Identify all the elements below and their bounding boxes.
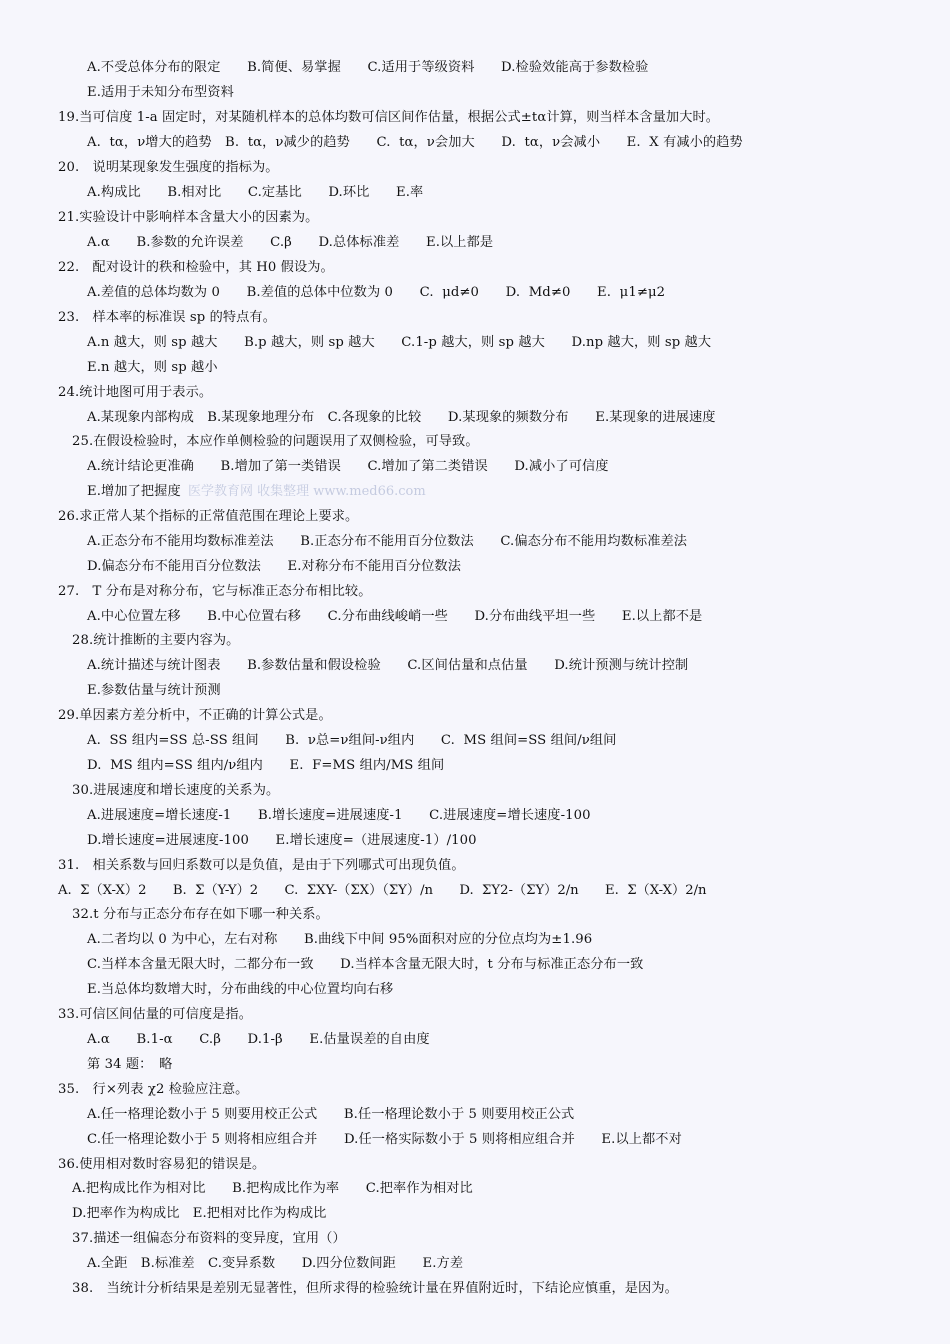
question-line: 37.描述一组偏态分布资料的变异度，宜用（） bbox=[72, 1231, 346, 1246]
question-line: 第 34 题： 略 bbox=[87, 1057, 173, 1072]
option-line: A.差值的总体均数为 0 B.差值的总体中位数为 0 C. μd≠0 D. Md≠0 E. μ1≠μ2 bbox=[87, 285, 666, 300]
watermark-text: 医学教育网 收集整理 www.med66.com bbox=[188, 484, 426, 499]
option-line: A.构成比 B.相对比 C.定基比 D.环比 E.率 bbox=[87, 185, 424, 200]
option-line: D. MS 组内=SS 组内/ν组内 E. F=MS 组内/MS 组间 bbox=[87, 758, 445, 773]
option-line: E.n 越大，则 sp 越小 bbox=[87, 360, 218, 375]
option-line: A.某现象内部构成 B.某现象地理分布 C.各现象的比较 D.某现象的频数分布 E.某现象的进展速度 bbox=[87, 410, 716, 425]
question-line: 30.进展速度和增长速度的关系为。 bbox=[72, 783, 280, 798]
option-line: E.参数估量与统计预测 bbox=[87, 683, 221, 698]
question-line: 31. 相关系数与回归系数可以是负值，是由于下列哪式可出现负值。 bbox=[58, 858, 465, 873]
option-line: E.适用于未知分布型资料 bbox=[87, 85, 234, 100]
option-line: A.任一格理论数小于 5 则要用校正公式 B.任一格理论数小于 5 则要用校正公式 bbox=[87, 1107, 575, 1122]
option-line: E.增加了把握度 bbox=[87, 484, 181, 499]
option-line: A.统计描述与统计图表 B.参数估量和假设检验 C.区间估量和点估量 D.统计预测与统计控制 bbox=[87, 658, 689, 673]
question-line: 33.可信区间估量的可信度是指。 bbox=[58, 1007, 253, 1022]
question-line: 29.单因素方差分析中，不正确的计算公式是。 bbox=[58, 708, 332, 723]
option-line: D.把率作为构成比 E.把相对比作为构成比 bbox=[72, 1206, 327, 1221]
option-line: A.全距 B.标准差 C.变异系数 D.四分位数间距 E.方差 bbox=[87, 1256, 464, 1271]
option-line: A.中心位置左移 B.中心位置右移 C.分布曲线峻峭一些 D.分布曲线平坦一些 E.以上都不是 bbox=[87, 609, 703, 624]
question-line: 21.实验设计中影响样本含量大小的因素为。 bbox=[58, 210, 319, 225]
question-line: 24.统计地图可用于表示。 bbox=[58, 385, 213, 400]
option-line: A.α B.参数的允许误差 C.β D.总体标准差 E.以上都是 bbox=[87, 235, 494, 250]
question-line: 36.使用相对数时容易犯的错误是。 bbox=[58, 1157, 266, 1172]
question-line: 19.当可信度 1-a 固定时，对某随机样本的总体均数可信区间作估量，根据公式±tα计算，则当样本含量加大时。 bbox=[58, 110, 720, 125]
option-line: A.n 越大，则 sp 越大 B.p 越大，则 sp 越大 C.1-p 越大，则 sp 越大 D.np 越大，则 sp 越大 bbox=[87, 335, 712, 350]
option-line: C.当样本含量无限大时，二都分布一致 D.当样本含量无限大时，t 分布与标准正态分布一致 bbox=[87, 957, 644, 972]
option-line: A.统计结论更准确 B.增加了第一类错误 C.增加了第二类错误 D.减小了可信度 bbox=[87, 459, 609, 474]
option-line: A.α B.1-α C.β D.1-β E.估量误差的自由度 bbox=[87, 1032, 430, 1047]
option-line: A. Σ（X-X）2 B. Σ（Y-Y）2 C. ΣXY-（ΣX）（ΣY）/n D. ΣY2-（ΣY）2/n E. Σ（X-X）2/n bbox=[58, 883, 707, 898]
option-line: D.增长速度=进展速度-100 E.增长速度=（进展速度-1）/100 bbox=[87, 833, 477, 848]
option-line: E.当总体均数增大时，分布曲线的中心位置均向右移 bbox=[87, 982, 394, 997]
question-line: 23. 样本率的标准误 sp 的特点有。 bbox=[58, 310, 277, 325]
option-line: A. SS 组内=SS 总-SS 组间 B. ν总=ν组间-ν组内 C. MS 组间=SS 组间/ν组间 bbox=[87, 733, 617, 748]
question-line: 26.求正常人某个指标的正常值范围在理论上要求。 bbox=[58, 509, 359, 524]
option-line: A.二者均以 0 为中心，左右对称 B.曲线下中间 95%面积对应的分位点均为±1.96 bbox=[87, 932, 593, 947]
question-line: 20. 说明某现象发生强度的指标为。 bbox=[58, 160, 279, 175]
option-line: A.把构成比作为相对比 B.把构成比作为率 C.把率作为相对比 bbox=[72, 1181, 473, 1196]
option-line: C.任一格理论数小于 5 则将相应组合并 D.任一格实际数小于 5 则将相应组合并 E.以上都不对 bbox=[87, 1132, 682, 1147]
question-line: 27. T 分布是对称分布，它与标准正态分布相比较。 bbox=[58, 584, 372, 599]
question-line: 22. 配对设计的秩和检验中，其 H0 假设为。 bbox=[58, 260, 334, 275]
option-line: A.正态分布不能用均数标准差法 B.正态分布不能用百分位数法 C.偏态分布不能用均数标准差法 bbox=[87, 534, 688, 549]
option-line: A. tα，ν增大的趋势 B. tα，ν减少的趋势 C. tα，ν会加大 D. tα，ν会减小 E. X 有减小的趋势 bbox=[87, 135, 743, 150]
question-line: 32.t 分布与正态分布存在如下哪一种关系。 bbox=[72, 907, 329, 922]
question-line: 25.在假设检验时，本应作单侧检验的问题误用了双侧检验，可导致。 bbox=[72, 434, 479, 449]
option-line: A.进展速度=增长速度-1 B.增长速度=进展速度-1 C.进展速度=增长速度-100 bbox=[87, 808, 591, 823]
question-line: 35. 行×列表 χ2 检验应注意。 bbox=[58, 1082, 249, 1097]
option-line: D.偏态分布不能用百分位数法 E.对称分布不能用百分位数法 bbox=[87, 559, 461, 574]
question-line: 28.统计推断的主要内容为。 bbox=[72, 633, 240, 648]
question-line: 38. 当统计分析结果是差别无显著性，但所求得的检验统计量在界值附近时，下结论应慎重，是因为。 bbox=[72, 1281, 678, 1296]
option-line: A.不受总体分布的限定 B.简便、易掌握 C.适用于等级资料 D.检验效能高于参数检验 bbox=[87, 60, 649, 75]
